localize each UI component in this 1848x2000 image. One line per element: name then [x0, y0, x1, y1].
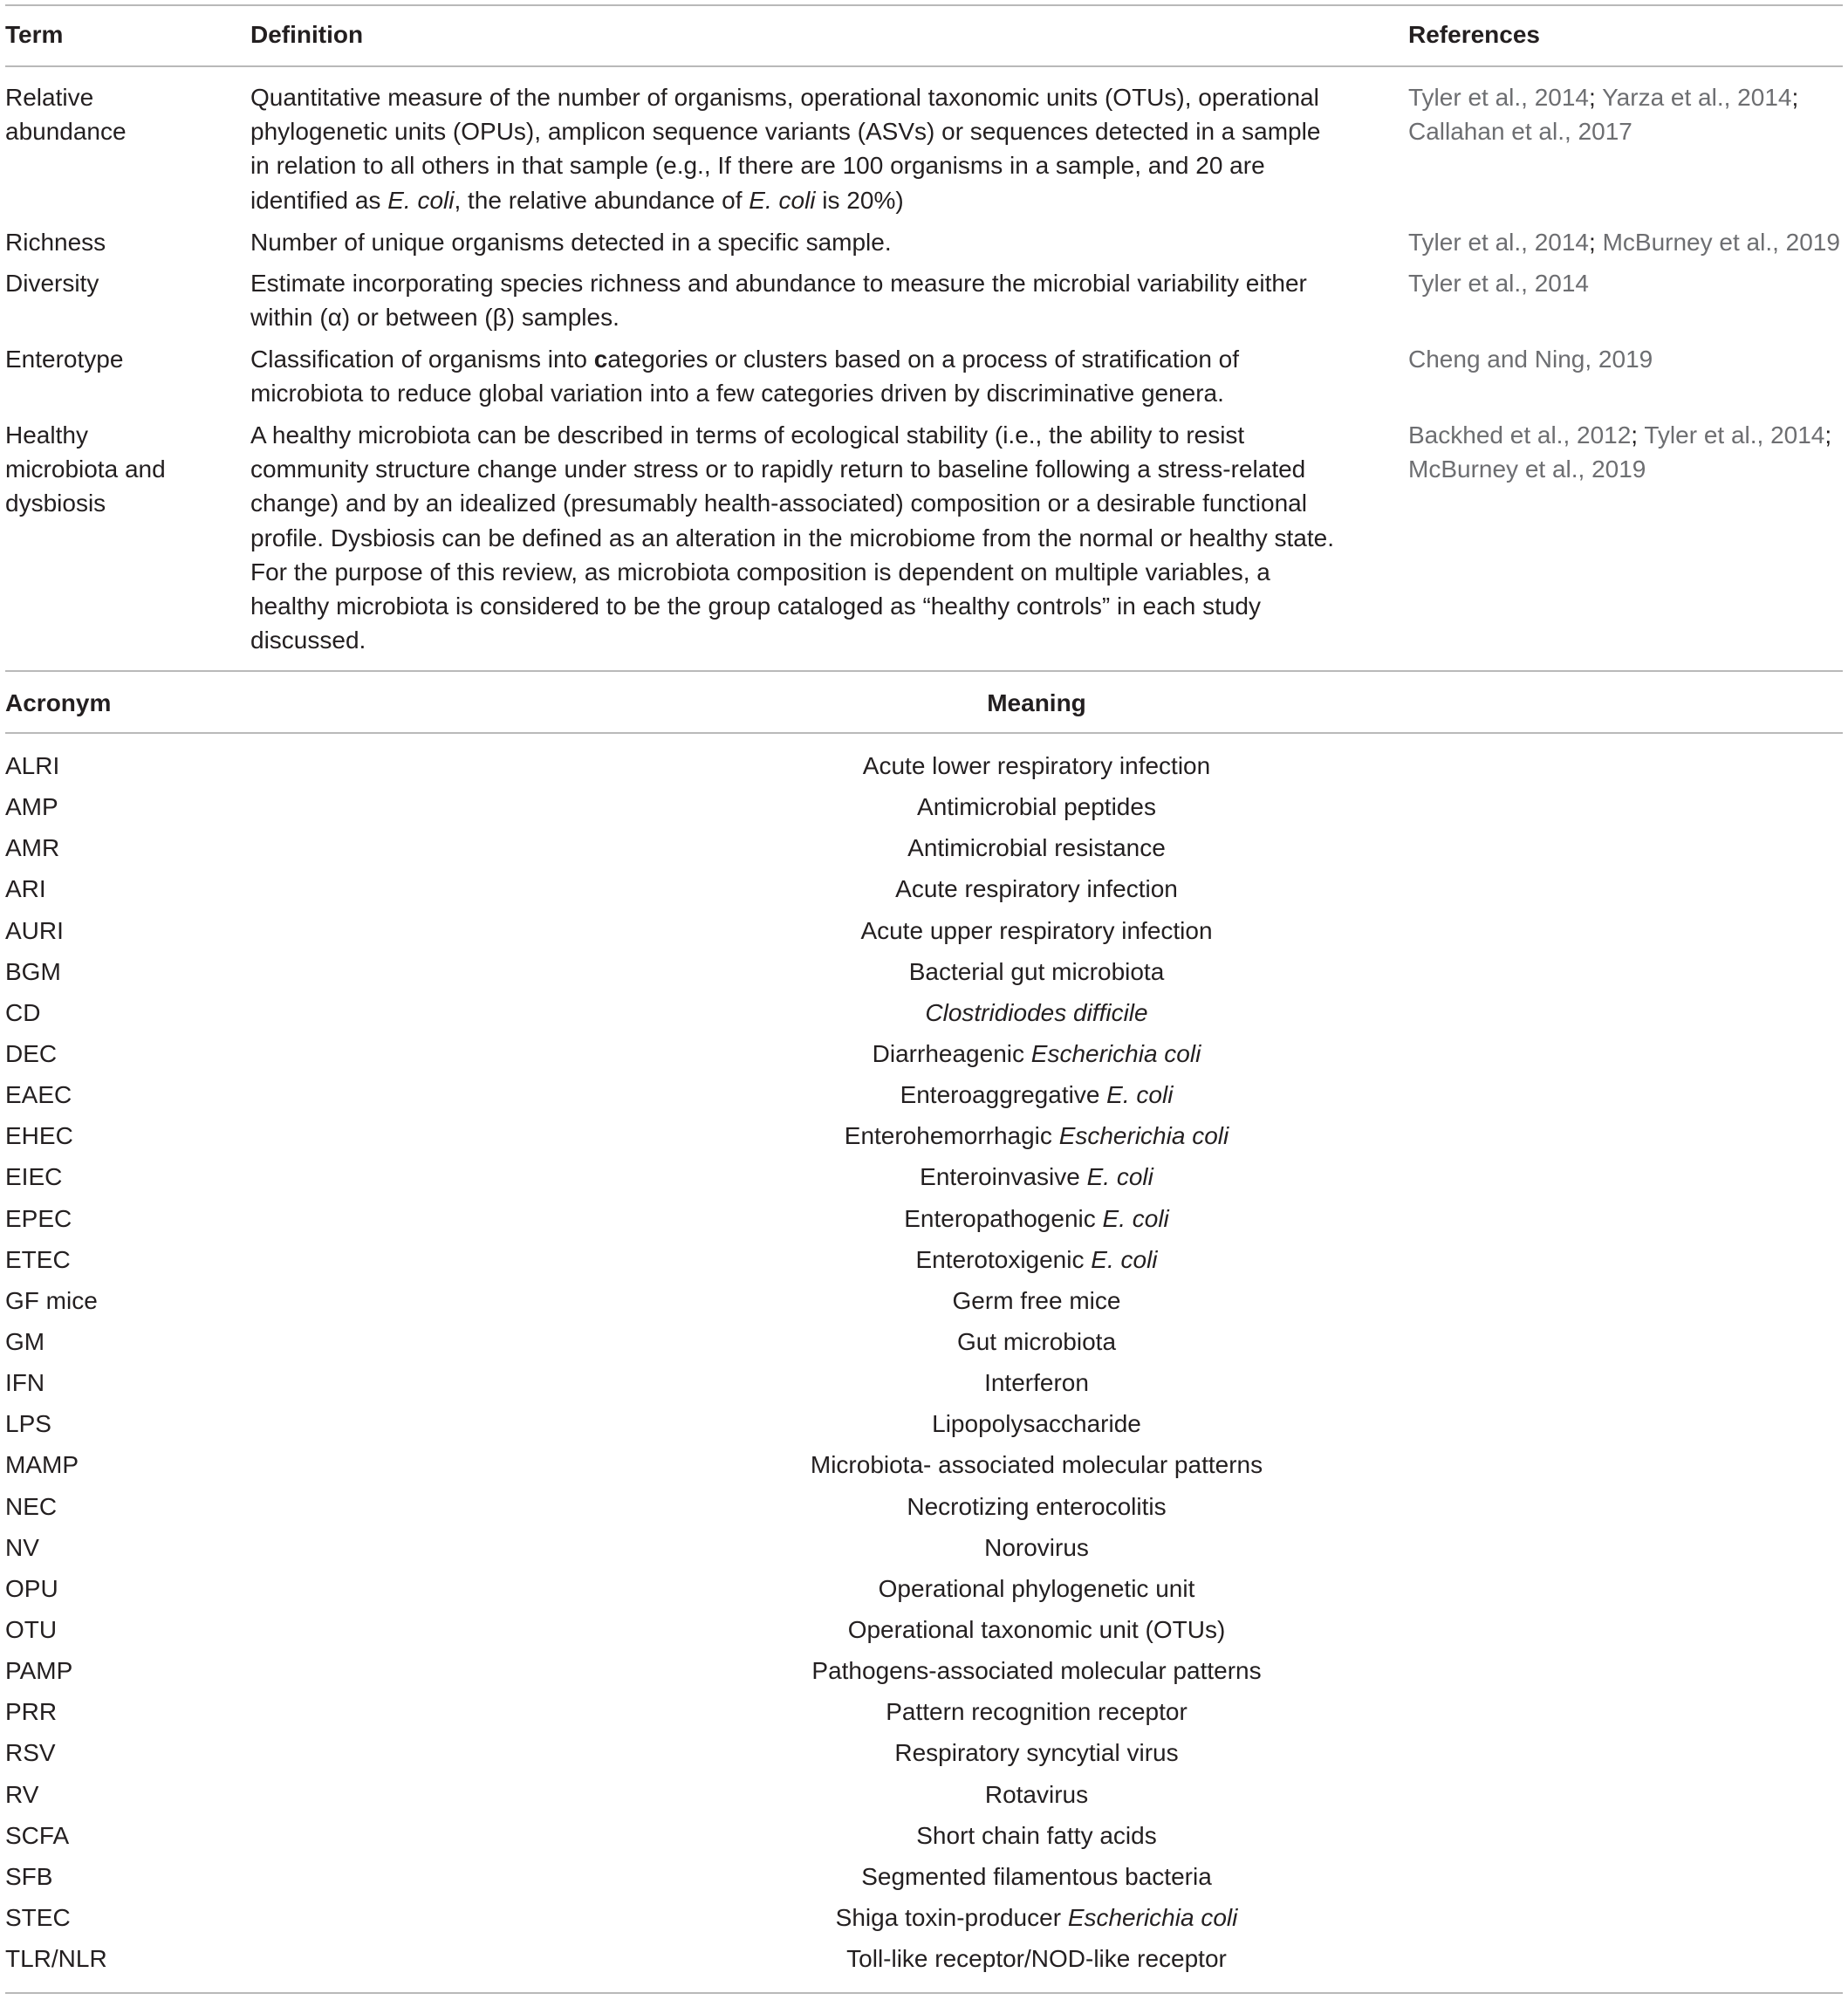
meaning-text: Rotavirus [984, 1780, 1089, 1808]
acronym-cell: LPS [5, 1410, 51, 1438]
meaning-cell [513, 1736, 1560, 1770]
meaning-text: Enteroinvasive [920, 1163, 1087, 1191]
table-row [5, 872, 1843, 913]
table-row [5, 1448, 1843, 1489]
meaning-text: Segmented filamentous bacteria [861, 1862, 1212, 1890]
meaning-text: Short chain fatty acids [916, 1821, 1157, 1849]
table-top-rule [5, 4, 1843, 6]
table-row [5, 1942, 1843, 1983]
reference-link[interactable]: Callahan et al., 2017 [1408, 118, 1632, 146]
term-cell: Healthy microbiota and dysbiosis [5, 421, 166, 517]
acronym-cell: TLR/NLR [5, 1945, 107, 1973]
table-row [5, 1202, 1843, 1243]
meaning-cell [513, 996, 1560, 1030]
acronym-cell: ARI [5, 875, 46, 903]
table-row [5, 1284, 1843, 1325]
table-row [5, 1613, 1843, 1654]
meaning-text: Germ free mice [952, 1286, 1121, 1314]
table-row [5, 914, 1843, 955]
meaning-text: Gut microbiota [956, 1327, 1117, 1355]
meaning-cell [513, 1243, 1560, 1277]
meaning-text: Pattern recognition receptor [886, 1698, 1188, 1726]
meaning-text: Acute upper respiratory infection [860, 916, 1213, 944]
meaning-cell [513, 1202, 1560, 1236]
meaning-text: Toll-like receptor/NOD-like receptor [846, 1945, 1227, 1973]
meaning-cell [513, 1695, 1560, 1729]
meaning-text: Pathogens-associated molecular patterns [811, 1657, 1262, 1685]
meaning-cell [513, 1407, 1560, 1441]
header-rule [5, 65, 1843, 67]
acronym-cell: MAMP [5, 1451, 79, 1479]
meaning-cell [513, 872, 1560, 906]
acronym-cell: GF mice [5, 1286, 98, 1314]
table-row [5, 831, 1843, 872]
reference-link[interactable]: McBurney et al., 2019 [1408, 455, 1646, 483]
meaning-text: Diarrheagenic [872, 1039, 1031, 1067]
meaning-italic-text: Escherichia coli [1058, 1122, 1229, 1150]
meaning-cell [513, 749, 1560, 783]
table-row [5, 1078, 1843, 1119]
acronym-cell: OTU [5, 1615, 58, 1643]
table-row [5, 1243, 1843, 1284]
meaning-cell [513, 1901, 1560, 1935]
meaning-cell [513, 1448, 1560, 1482]
table-row [5, 749, 1843, 790]
acronym-cell: GM [5, 1327, 45, 1355]
meaning-italic-text: Clostridiodes difficile [925, 998, 1148, 1026]
references-cell: Tyler et al., 2014; Yarza et al., 2014; Callahan et al., 2017 [1408, 84, 1799, 146]
acronym-cell: AURI [5, 916, 64, 944]
reference-link[interactable]: Tyler et al., 2014 [1408, 270, 1590, 297]
acronym-cell: STEC [5, 1903, 71, 1931]
reference-link[interactable]: Tyler et al., 2014 [1408, 229, 1590, 256]
references-cell [1408, 342, 1845, 376]
meaning-cell [513, 831, 1560, 865]
table-row [5, 955, 1843, 996]
table-row [5, 1860, 1843, 1901]
acronym-cell: EPEC [5, 1204, 72, 1232]
meaning-text: Enterohemorrhagic [844, 1122, 1059, 1150]
acronym-cell: SCFA [5, 1821, 70, 1849]
meaning-text: Enteroaggregative [900, 1081, 1107, 1109]
meaning-cell [513, 1572, 1560, 1606]
meaning-text: Antimicrobial resistance [907, 834, 1166, 862]
meaning-cell [513, 1284, 1560, 1318]
meaning-italic-text: Escherichia coli [1030, 1039, 1201, 1067]
table-row [5, 1160, 1843, 1201]
acronym-cell: RSV [5, 1739, 56, 1767]
table-row [5, 1531, 1843, 1572]
meaning-text: Necrotizing enterocolitis [907, 1492, 1167, 1520]
meaning-cell [513, 1119, 1560, 1153]
header-definition: Definition [250, 21, 364, 48]
meaning-text: Enterotoxigenic [915, 1245, 1092, 1273]
meaning-cell [513, 1860, 1560, 1894]
definition-cell: Quantitative measure of the number of organisms, operational taxonomic units (OTUs), operational phylogenetic units (OPUs), amplicon sequence variants (ASVs) or sequences detected in a sample in relation to all others in that sample (e.g., If there are 100 organisms in a sample, and 20 are identified as E. coli, the relative abundance of E. coli is 20%) [250, 84, 1321, 214]
meaning-cell [513, 1325, 1560, 1359]
meaning-text: Acute respiratory infection [895, 875, 1178, 903]
table-row [5, 1037, 1843, 1078]
meaning-cell [513, 914, 1560, 948]
term-cell: Relative abundance [5, 84, 127, 146]
acronym-cell: RV [5, 1780, 39, 1808]
table-row [5, 1572, 1843, 1613]
meaning-italic-text: E. coli [1086, 1163, 1153, 1191]
acronym-cell: EHEC [5, 1122, 73, 1150]
meaning-italic-text: Escherichia coli [1067, 1903, 1238, 1931]
acronym-cell: IFN [5, 1369, 45, 1397]
definition-cell: Number of unique organisms detected in a specific sample. [250, 229, 892, 256]
table-row [5, 1407, 1843, 1448]
acronym-cell: AMP [5, 793, 58, 821]
meaning-text: Operational phylogenetic unit [878, 1574, 1195, 1602]
header-rule [5, 732, 1843, 734]
table-row [5, 790, 1843, 831]
reference-link[interactable]: Backhed et al., 2012 [1408, 421, 1632, 449]
meaning-text: Interferon [984, 1369, 1089, 1397]
term-cell: Richness [5, 229, 106, 256]
reference-link[interactable]: Tyler et al., 2014 [1644, 421, 1825, 449]
table-row [5, 1119, 1843, 1160]
meaning-text: Operational taxonomic unit (OTUs) [847, 1615, 1226, 1643]
references-cell: Tyler et al., 2014; McBurney et al., 2019 [1408, 229, 1840, 256]
meaning-text: Respiratory syncytial virus [894, 1739, 1179, 1767]
section-rule [5, 670, 1843, 672]
acronym-cell: ETEC [5, 1245, 71, 1273]
table-row [5, 996, 1843, 1037]
table-row [5, 1736, 1843, 1777]
acronym-cell: BGM [5, 957, 61, 985]
reference-link[interactable]: McBurney et al., 2019 [1602, 229, 1840, 256]
header-references: References [1408, 21, 1540, 48]
acronym-cell: EIEC [5, 1163, 63, 1191]
meaning-cell [513, 1078, 1560, 1112]
meaning-text: Shiga toxin-producer [835, 1903, 1068, 1931]
table-row [5, 1654, 1843, 1695]
meaning-cell [513, 1160, 1560, 1194]
table-row [5, 1490, 1843, 1531]
meaning-cell [513, 1613, 1560, 1647]
meaning-italic-text: E. coli [1102, 1204, 1169, 1232]
meaning-text: Lipopolysaccharide [932, 1410, 1141, 1438]
meaning-cell [513, 1654, 1560, 1688]
acronym-cell: NV [5, 1533, 39, 1561]
meaning-text: Enteropathogenic [904, 1204, 1103, 1232]
reference-link[interactable]: Yarza et al., 2014 [1602, 84, 1792, 111]
table-row [5, 1366, 1843, 1407]
table-row [5, 1901, 1843, 1942]
acronym-cell: ALRI [5, 752, 60, 779]
meaning-cell [513, 1366, 1560, 1400]
acronym-cell: EAEC [5, 1081, 72, 1109]
acronym-cell: NEC [5, 1492, 58, 1520]
meaning-text: Antimicrobial peptides [917, 793, 1156, 821]
acronym-cell: PAMP [5, 1657, 73, 1685]
meaning-cell [513, 790, 1560, 824]
acronym-cell: SFB [5, 1862, 53, 1890]
table-row [5, 1695, 1843, 1736]
meaning-italic-text: E. coli [1091, 1245, 1158, 1273]
definition-cell: Estimate incorporating species richness and abundance to measure the microbial variability either within (α) or between (β) samples. [250, 270, 1307, 332]
meaning-cell [513, 1818, 1560, 1853]
reference-link[interactable]: Tyler et al., 2014 [1408, 84, 1590, 111]
table-row [5, 1818, 1843, 1860]
meaning-italic-text: E. coli [1106, 1081, 1174, 1109]
table-bottom-rule [5, 1992, 1843, 1994]
meaning-text: Acute lower respiratory infection [862, 752, 1211, 779]
definition-cell: Classification of organisms into categories or clusters based on a process of stratification of microbiota to reduce global variation into a few categories driven by discriminative genera. [250, 346, 1240, 408]
meaning-cell [513, 955, 1560, 989]
acronym-cell: OPU [5, 1574, 58, 1602]
table-row [5, 1325, 1843, 1366]
header-term: Term [5, 21, 64, 48]
meaning-cell [513, 1777, 1560, 1812]
acronym-cell: PRR [5, 1698, 58, 1726]
meaning-cell [513, 1490, 1560, 1524]
reference-link[interactable]: Cheng and Ning, 2019 [1408, 346, 1653, 373]
meaning-cell [513, 1942, 1560, 1976]
meaning-cell [513, 1037, 1560, 1071]
references-cell [1408, 266, 1845, 300]
acronym-cell: CD [5, 998, 41, 1026]
acronym-cell: AMR [5, 834, 60, 862]
acronym-cell: DEC [5, 1039, 58, 1067]
references-cell: Backhed et al., 2012; Tyler et al., 2014; McBurney et al., 2019 [1408, 421, 1832, 483]
definition-cell: A healthy microbiota can be described in terms of ecological stability (i.e., the ability to resist community structure change under stress or to rapidly return to baseline following a stress-related change) and by an idealized (presumably health-associated) composition or a desirable functional profile. Dysbiosis can be defined as an alteration in the microbiome from the normal or healthy state. For the purpose of this review, as microbiota composition is dependent on multiple variables, a healthy microbiota is considered to be the group cataloged as “healthy controls” in each study discussed. [250, 421, 1334, 654]
meaning-text: Microbiota- associated molecular patterns [810, 1451, 1263, 1479]
term-cell: Diversity [5, 270, 99, 297]
meaning-text: Bacterial gut microbiota [908, 957, 1165, 985]
meaning-text: Norovirus [984, 1533, 1089, 1561]
header-acronym: Acronym [5, 689, 112, 716]
table-row [5, 1777, 1843, 1818]
meaning-cell [513, 1531, 1560, 1565]
header-meaning: Meaning [987, 689, 1086, 716]
term-cell: Enterotype [5, 346, 124, 373]
